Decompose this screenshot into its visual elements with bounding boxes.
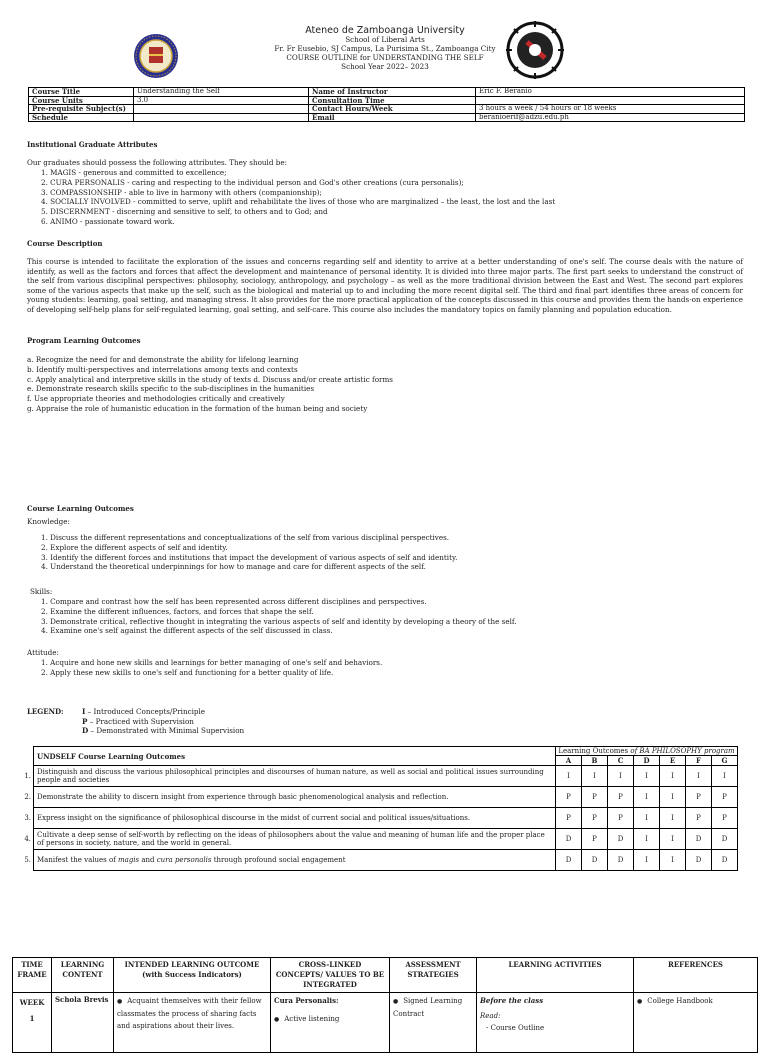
row-number: 5. [24, 856, 31, 864]
row-value: I [634, 850, 660, 871]
legend-code: P [82, 716, 88, 726]
legend-label: LEGEND: [27, 707, 64, 716]
references-cell [634, 993, 758, 1053]
row-value: P [582, 829, 608, 850]
iga-item: 6. ANIMO - passionate toward work. [41, 216, 175, 226]
description-heading: Course Description [27, 239, 103, 248]
course-units-label: Course Units [29, 96, 134, 105]
reference-item: College Handbook [647, 997, 713, 1005]
row-value: I [608, 766, 634, 787]
attitude-list [41, 658, 741, 678]
outcome-mapping-table [18, 746, 738, 871]
course-schedule-table [12, 957, 758, 1053]
ilo-text: Acquaint themselves with their fellow classmates the process of sharing facts and aspirations about their lives. [117, 997, 262, 1030]
knowledge-item: 2. Explore the different aspects of self and identity. [41, 542, 228, 552]
skills-item: 1. Compare and contrast how the self has been represented across different disciplines and perspectives. [41, 597, 427, 606]
university-name: Ateneo de Zamboanga University [305, 25, 465, 36]
schedule-label: Schedule [29, 113, 134, 122]
knowledge-label: Knowledge: [27, 517, 70, 526]
row-value: D [712, 829, 738, 850]
row-value: P [556, 787, 582, 808]
row-value: D [556, 850, 582, 871]
lo-letter: A [556, 756, 582, 766]
legend-item [82, 717, 244, 727]
skills-list [41, 597, 741, 636]
assessment-item: Signed Learning Contract [393, 997, 463, 1018]
instructor-value: Eric F. Beranio [476, 88, 745, 97]
lo-letter: C [608, 756, 634, 766]
row-value: D [712, 850, 738, 871]
legend-item [82, 726, 244, 736]
cross-linked-item: Active listening [284, 1015, 340, 1023]
knowledge-list [41, 533, 741, 572]
skills-label: Skills: [30, 587, 53, 596]
plo-heading: Program Learning Outcomes [27, 336, 141, 345]
email-value: beranioerif@adzu.edu.ph [476, 113, 745, 122]
col-cross-linked: CROSS-LINKED CONCEPTS/ VALUES TO BE INTEGRATED [271, 958, 390, 993]
row-outcome: Distinguish and discuss the various philosophical principles and discourses of human nature, as well as social and political issues surrounding people and societies [34, 766, 556, 787]
course-units-value: 3.0 [134, 96, 309, 105]
row-value: P [712, 808, 738, 829]
row-value: D [582, 850, 608, 871]
cross-linked-label: Cura Personalis: [274, 996, 339, 1005]
knowledge-item: 3. Identify the different forces and institutions that impact the development of various aspects of self and identity. [41, 552, 458, 562]
row-value: P [582, 808, 608, 829]
mapping-row [18, 766, 738, 787]
plo-item: a. Recognize the need for and demonstrate the ability for lifelong learning [27, 355, 299, 364]
iga-intro: Our graduates should possess the following attributes. They should be: [27, 158, 287, 167]
row-value: P [712, 787, 738, 808]
row-outcome: Cultivate a deep sense of self-worth by reflecting on the ideas of philosophers about the value and meaning of human life and the proper place of persons in society, nature, and the world in general. [34, 829, 556, 850]
schedule-value [134, 113, 309, 122]
mapping-lo-title: Learning Outcomes of BA PHILOSOPHY program [556, 747, 738, 756]
legend-list [82, 707, 244, 736]
week-label: WEEK [19, 998, 45, 1007]
plo-item: e. Demonstrate research skills specific to the sub-disciplines in the humanities [27, 384, 315, 394]
row-number: 1. [24, 772, 31, 780]
row-value: I [634, 829, 660, 850]
row-value: P [686, 808, 712, 829]
activities-read: Read: [480, 1012, 501, 1020]
row-value: D [608, 850, 634, 871]
row-value: I [634, 808, 660, 829]
legend-text: – Practiced with Supervision [87, 716, 194, 726]
legend-text: – Introduced Concepts/Principle [85, 707, 206, 716]
row-value: P [556, 808, 582, 829]
plo-item: b. Identify multi-perspectives and interrelations among texts and contexts [27, 364, 298, 374]
lo-letter: G [712, 756, 738, 766]
row-value: D [556, 829, 582, 850]
row-value: P [608, 787, 634, 808]
lo-letter: B [582, 756, 608, 766]
prereq-value [134, 105, 309, 114]
legend-code: D [82, 726, 89, 736]
col-assessment: ASSESSMENT STRATEGIES [390, 958, 477, 993]
activities-item: - Course Outline [486, 1024, 545, 1032]
contact-hours-label: Contact Hours/Week [309, 105, 476, 114]
lo-letter: F [686, 756, 712, 766]
row-value: D [686, 850, 712, 871]
col-learning-activities: LEARNING ACTIVITIES [477, 958, 634, 993]
row-value: D [608, 829, 634, 850]
skills-item: 2. Examine the different influences, factors, and forces that shape the self. [41, 606, 314, 616]
instructor-label: Name of Instructor [309, 88, 476, 97]
school-address: Fr. Fr Eusebio, SJ Campus, La Purisima St., Zamboanga City [274, 44, 496, 53]
attitude-item: 2. Apply these new skills to one's self and functioning for a better quality of life. [41, 667, 334, 677]
row-value: I [712, 766, 738, 787]
col-time-frame: TIME FRAME [13, 958, 52, 993]
row-value: I [660, 850, 686, 871]
course-title-label: Course Title [29, 88, 134, 97]
plo-list [27, 355, 727, 414]
mapping-row [18, 850, 738, 871]
row-value: I [660, 766, 686, 787]
col-references: REFERENCES [634, 958, 758, 993]
course-title-value: Understanding the Self [134, 88, 309, 97]
email-label: Email [309, 113, 476, 122]
university-seal-logo [131, 32, 181, 80]
mapping-row [18, 808, 738, 829]
row-number: 3. [24, 814, 31, 822]
row-value: I [582, 766, 608, 787]
row-value: I [660, 808, 686, 829]
mapping-col-title: UNDSELF Course Learning Outcomes [34, 747, 556, 766]
plo-item: f. Use appropriate theories and methodologies critically and creatively [27, 394, 285, 404]
learning-content-cell: Schola Brevis [52, 993, 114, 1053]
lo-letter: D [634, 756, 660, 766]
attitude-item: 1. Acquire and hone new skills and learnings for better managing of one's self and behaviors. [41, 658, 383, 667]
row-outcome: Demonstrate the ability to discern insight from experience through basic phenomenological analysis and reflection. [34, 787, 556, 808]
contact-hours-value: 3 hours a week / 54 hours or 18 weeks [476, 105, 745, 114]
activities-before: Before the class [480, 996, 544, 1005]
plo-item: c. Apply analytical and interpretive skills in the study of texts d. Discuss and/or create artistic forms [27, 374, 393, 384]
row-outcome: Express insight on the significance of philosophical discourse in the midst of current social and political issues/situations. [34, 808, 556, 829]
row-value: I [686, 766, 712, 787]
clo-heading: Course Learning Outcomes [27, 504, 134, 513]
iga-item: 3. COMPASSIONSHIP - able to live in harmony with others (companionship); [41, 187, 322, 197]
row-value: P [608, 808, 634, 829]
consultation-label: Consultation Time [309, 96, 476, 105]
activities-cell [477, 993, 634, 1053]
row-value: I [556, 766, 582, 787]
col-intended-outcome: INTENDED LEARNING OUTCOME (with Success Indicators) [114, 958, 271, 993]
school-name: School of Liberal Arts [345, 35, 425, 44]
cross-linked-cell [271, 993, 390, 1053]
iga-list [41, 168, 741, 227]
description-text: This course is intended to facilitate the exploration of the issues and concerns regarding self and identity to arrive at a better understanding of one's self. The course deals with the nature of identify, as well as the factors and forces that affect the development and maintenance of personal identity. It is divided into three major parts. The first part seeks to understand the construct of the self from various disciplinal perspectives: philosophy, sociology, anthropology, and psychology – as well as the more traditional division between the East and West. The second part explores some of the various aspects that make up the self, such as the biological and material up to and including the more recent digital self. The third and final part identifies three areas of concern for young students: learning, goal setting, and managing stress. It also provides for the more practical application of the concepts discussed in this course and provides them the hands-on experience of developing self-help plans for self-regulated learning, goal setting, and self-care. This course also includes the mandatory topics on family planning and population education. [27, 257, 743, 314]
row-value: P [582, 787, 608, 808]
row-number: 2. [24, 793, 31, 801]
iga-item: 4. SOCIALLY INVOLVED - committed to serve, uplift and rehabilitate the lives of those who are marginalized – the least, the lost and the last [41, 197, 556, 207]
skills-item: 3. Demonstrate critical, reflective thought in integrating the various aspects of self and identity by developing a theory of the self. [41, 616, 517, 626]
plo-item: g. Appraise the role of humanistic education in the formation of the human being and society [27, 403, 368, 413]
legend-code: I [82, 707, 86, 716]
row-outcome: Manifest the values of magis and cura personalis through profound social engagement [34, 850, 556, 871]
iga-item: 2. CURA PERSONALIS - caring and respecting to the individual person and God's other creations (cura personalis); [41, 177, 464, 187]
iga-item: 5. DISCERNMENT - discerning and sensitive to self, to others and to God; and [41, 207, 328, 217]
ilo-cell [114, 993, 271, 1053]
row-value: P [686, 787, 712, 808]
knowledge-item: 4. Understand the theoretical underpinnings for how to manage and care for different aspects of the self. [41, 562, 426, 572]
legend-text: – Demonstrated with Minimal Supervision [88, 726, 245, 736]
mapping-row [18, 829, 738, 850]
week-number: 1 [29, 1014, 35, 1023]
document-header [230, 26, 540, 71]
skills-item: 4. Examine one's self against the different aspects of the self discussed in class. [41, 626, 333, 636]
lo-letter: E [660, 756, 686, 766]
iga-heading: Institutional Graduate Attributes [27, 140, 158, 149]
col-learning-content: LEARNING CONTENT [52, 958, 114, 993]
prereq-label: Pre-requisite Subject(s) [29, 105, 134, 114]
course-info-table [28, 87, 745, 122]
knowledge-item: 1. Discuss the different representations and conceptualizations of the self from various disciplinal perspectives. [41, 533, 450, 542]
row-value: I [660, 829, 686, 850]
outline-title: COURSE OUTLINE for UNDERSTANDING THE SELF [286, 53, 484, 62]
school-year: School Year 2022– 2023 [341, 62, 429, 71]
row-value: I [660, 787, 686, 808]
week-cell [13, 993, 52, 1053]
assessment-cell [390, 993, 477, 1053]
iga-item: 1. MAGIS - generous and committed to excellence; [41, 168, 227, 177]
mapping-row [18, 787, 738, 808]
row-number: 4. [24, 835, 31, 843]
attitude-label: Attitude: [27, 648, 59, 657]
legend-item [82, 707, 244, 717]
row-value: D [686, 829, 712, 850]
row-value: I [634, 766, 660, 787]
row-value: I [634, 787, 660, 808]
